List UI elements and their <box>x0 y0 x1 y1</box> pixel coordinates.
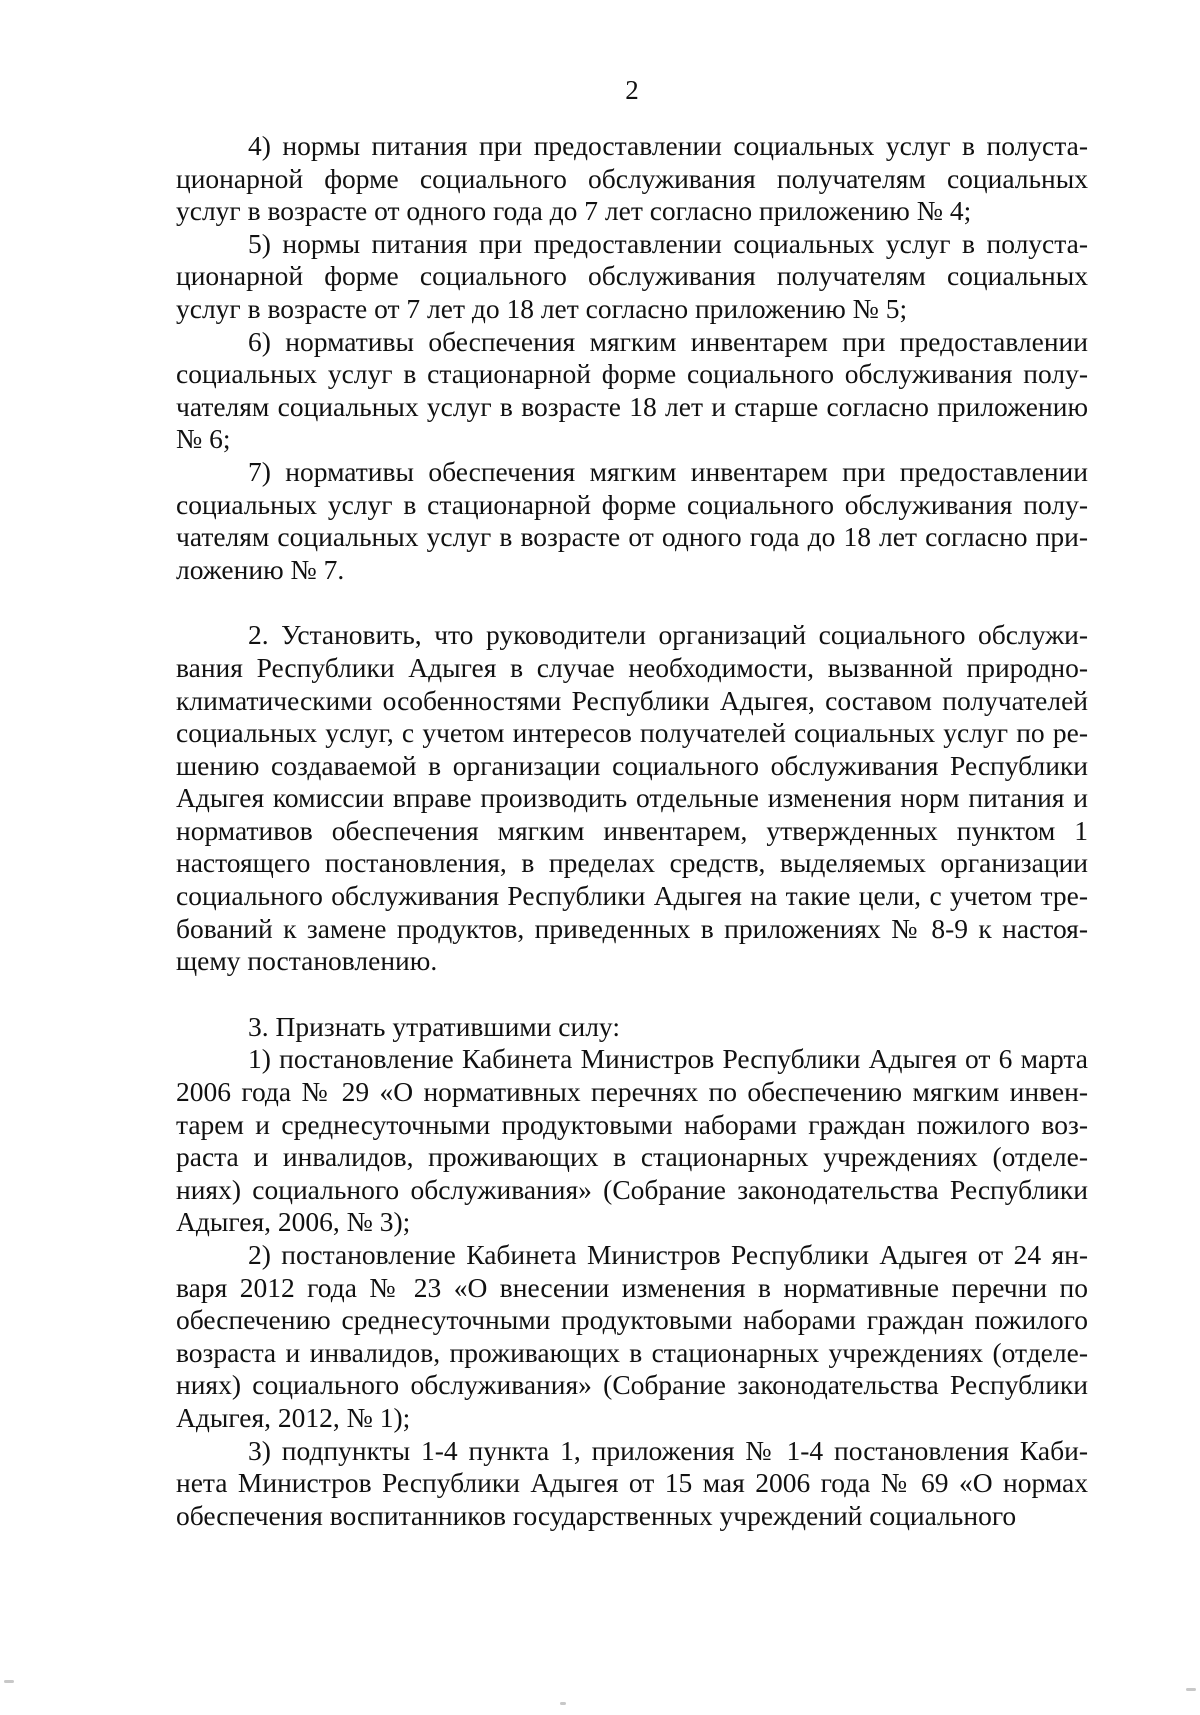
list-item: 7) нормативы обеспечения мягким инвентарем при предоставлении социальных услуг в стационарной форме социального обслуживания получателям социальных услуг в возрасте от одного года до 18 лет согласно приложению № 7. <box>176 455 1088 585</box>
scan-artifact <box>1186 1688 1196 1691</box>
page-number: 2 <box>625 75 639 105</box>
list-item: 6) нормативы обеспечения мягким инвентарем при предоставлении социальных услуг в стационарной форме социального обслуживания получателям социальных услуг в возрасте 18 лет и старше согласно приложению № 6; <box>176 325 1088 455</box>
document-body <box>176 130 1088 1532</box>
scan-artifact <box>4 1680 14 1683</box>
list-item: 5) нормы питания при предоставлении социальных услуг в полустационарной форме социального обслуживания получателям социальных услуг в возрасте от 7 лет до 18 лет согласно приложению № 5; <box>176 227 1088 324</box>
section-2-paragraph: 2. Установить, что руководители организаций социального обслуживания Республики Адыгея в случае необходимости, вызванной природно-климатическими особенностями Республики Адыгея, составом получателей социальных услуг, с учетом интересов получателей социальных услуг по решению создаваемой в организации социального обслуживания Республики Адыгея комиссии вправе производить отдельные изменения норм питания и нормативов обеспечения мягким инвентарем, утвержденных пунктом 1 настоящего постановления, в пределах средств, выделяемых организации социального обслуживания Республики Адыгея на такие цели, с учетом требований к замене продуктов, приведенных в приложениях № 8-9 к настоящему постановлению. <box>176 619 1088 977</box>
paragraph-spacer <box>176 978 1088 1011</box>
list-item: 3) подпункты 1-4 пункта 1, приложения № 1-4 постановления Кабинета Министров Республики Адыгея от 15 мая 2006 года № 69 «О нормах обеспечения воспитанников государственных учреждений социального <box>176 1434 1088 1531</box>
scan-artifact <box>560 1702 566 1705</box>
list-item: 1) постановление Кабинета Министров Республики Адыгея от 6 марта 2006 года № 29 «О нормативных перечнях по обеспечению мягким инвентарем и среднесуточными продуктовыми наборами граждан пожилого возраста и инвалидов, проживающих в стационарных учреждениях (отделениях) социального обслуживания» (Собрание законодательства Республики Адыгея, 2006, № 3); <box>176 1043 1088 1238</box>
list-item: 2) постановление Кабинета Министров Республики Адыгея от 24 января 2012 года № 23 «О внесении изменения в нормативные перечни по обеспечению среднесуточными продуктовыми наборами граждан пожилого возраста и инвалидов, проживающих в стационарных учреждениях (отделениях) социального обслуживания» (Собрание законодательства Республики Адыгея, 2012, № 1); <box>176 1239 1088 1433</box>
list-item: 4) нормы питания при предоставлении социальных услуг в полустационарной форме социального обслуживания получателям социальных услуг в возрасте от одного года до 7 лет согласно приложению № 4; <box>176 130 1088 227</box>
paragraph-spacer <box>176 586 1088 619</box>
section-3-heading: 3. Признать утратившими силу: <box>248 1010 620 1042</box>
